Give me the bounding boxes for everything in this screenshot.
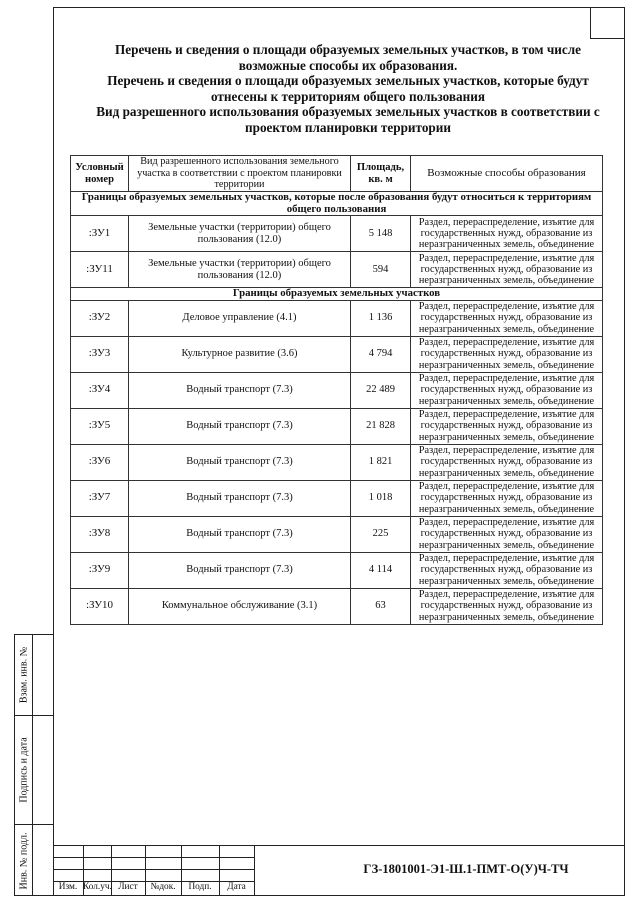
plot-area: 63	[351, 588, 411, 624]
plot-methods: Раздел, перераспределение, изъятие для государственных нужд, образование из неразграниченных земель, объединение	[411, 588, 603, 624]
plot-area: 4 794	[351, 336, 411, 372]
header-use: Вид разрешенного использования земельного участка в соответствии с проектом планировки территории	[129, 156, 351, 192]
plot-number: :ЗУ4	[71, 372, 129, 408]
plot-number: :ЗУ7	[71, 480, 129, 516]
plot-area: 594	[351, 252, 411, 288]
table-row	[71, 372, 603, 408]
plot-number: :ЗУ3	[71, 336, 129, 372]
plot-use: Водный транспорт (7.3)	[129, 444, 351, 480]
table-row	[71, 444, 603, 480]
inv-orig-label: Инв. № подл.	[18, 832, 29, 889]
document-code: ГЗ-1801001-Э1-Ш.1-ПМТ-О(У)Ч-ТЧ	[363, 862, 569, 876]
plot-use: Культурное развитие (3.6)	[129, 336, 351, 372]
plot-methods: Раздел, перераспределение, изъятие для государственных нужд, образование из неразграниченных земель, объединение	[411, 444, 603, 480]
table-row	[71, 408, 603, 444]
plot-methods: Раздел, перераспределение, изъятие для государственных нужд, образование из неразграниченных земель, объединение	[411, 252, 603, 288]
plot-methods: Раздел, перераспределение, изъятие для государственных нужд, образование из неразграниченных земель, объединение	[411, 300, 603, 336]
sign-date-cell	[15, 716, 54, 825]
section-title: Границы образуемых земельных участков	[71, 288, 603, 301]
plot-use: Водный транспорт (7.3)	[129, 408, 351, 444]
plot-number: :ЗУ11	[71, 252, 129, 288]
cap-count: Кол.уч.	[83, 882, 112, 892]
plot-use: Деловое управление (4.1)	[129, 300, 351, 336]
table-row	[71, 252, 603, 288]
plot-area: 225	[351, 516, 411, 552]
header-number: Условный номер	[71, 156, 129, 192]
cap-sign: Подп.	[188, 882, 212, 892]
header-area: Площадь, кв. м	[351, 156, 411, 192]
plot-methods: Раздел, перераспределение, изъятие для государственных нужд, образование из неразграниченных земель, объединение	[411, 336, 603, 372]
plot-area: 22 489	[351, 372, 411, 408]
section-row-public	[71, 192, 603, 216]
plot-use: Водный транспорт (7.3)	[129, 552, 351, 588]
table-row	[71, 336, 603, 372]
plot-area: 5 148	[351, 216, 411, 252]
plot-number: :ЗУ6	[71, 444, 129, 480]
sheet-number-box	[590, 7, 625, 39]
plot-number: :ЗУ8	[71, 516, 129, 552]
inv-orig-cell	[15, 825, 54, 896]
swap-inv-label: Взам. инв. №	[18, 646, 29, 704]
plot-use: Земельные участки (территории) общего пользования (12.0)	[129, 216, 351, 252]
title-line: Вид разрешенного использования образуемых земельных участков в соответствии с	[96, 104, 600, 120]
plot-number: :ЗУ1	[71, 216, 129, 252]
section-title: Границы образуемых земельных участков, которые после образования будут относиться к территориям общего пользования	[71, 192, 603, 216]
plot-methods: Раздел, перераспределение, изъятие для государственных нужд, образование из неразграниченных земель, объединение	[411, 372, 603, 408]
document-title	[70, 42, 626, 136]
plot-area: 1 821	[351, 444, 411, 480]
table-row	[71, 300, 603, 336]
plot-use: Водный транспорт (7.3)	[129, 372, 351, 408]
plot-area: 1 136	[351, 300, 411, 336]
plot-use: Водный транспорт (7.3)	[129, 480, 351, 516]
plot-area: 21 828	[351, 408, 411, 444]
swap-inv-cell	[15, 635, 54, 716]
table-row	[71, 552, 603, 588]
table-row	[71, 588, 603, 624]
title-line: Перечень и сведения о площади образуемых земельных участков, которые будут	[107, 73, 589, 89]
table-header-row	[71, 156, 603, 192]
title-line: отнесены к территориям общего пользования	[211, 88, 485, 104]
table-row	[71, 216, 603, 252]
land-plots-table	[70, 155, 603, 625]
plot-methods: Раздел, перераспределение, изъятие для государственных нужд, образование из неразграниченных земель, объединение	[411, 480, 603, 516]
title-line: Перечень и сведения о площади образуемых земельных участков, в том числе	[115, 42, 581, 57]
plot-area: 4 114	[351, 552, 411, 588]
table-row	[71, 516, 603, 552]
plot-use: Коммунальное обслуживание (3.1)	[129, 588, 351, 624]
cap-change: Изм.	[58, 882, 78, 892]
side-stamp	[14, 634, 54, 896]
cap-doc: №док.	[150, 882, 176, 892]
plot-number: :ЗУ2	[71, 300, 129, 336]
table-row	[71, 480, 603, 516]
sign-date-label: Подпись и дата	[18, 737, 29, 803]
plot-number: :ЗУ9	[71, 552, 129, 588]
plot-methods: Раздел, перераспределение, изъятие для государственных нужд, образование из неразграниченных земель, объединение	[411, 216, 603, 252]
plot-use: Водный транспорт (7.3)	[129, 516, 351, 552]
plot-methods: Раздел, перераспределение, изъятие для государственных нужд, образование из неразграниченных земель, объединение	[411, 408, 603, 444]
plot-methods: Раздел, перераспределение, изъятие для государственных нужд, образование из неразграниченных земель, объединение	[411, 552, 603, 588]
title-block	[53, 845, 625, 896]
plot-number: :ЗУ5	[71, 408, 129, 444]
cap-sheet: Лист	[118, 882, 138, 892]
plot-number: :ЗУ10	[71, 588, 129, 624]
title-line: возможные способы их образования.	[238, 57, 458, 73]
plot-methods: Раздел, перераспределение, изъятие для государственных нужд, образование из неразграниченных земель, объединение	[411, 516, 603, 552]
title-line: проектом планировки территории	[245, 119, 451, 135]
plot-area: 1 018	[351, 480, 411, 516]
header-methods: Возможные способы образования	[411, 156, 603, 192]
cap-date: Дата	[227, 882, 246, 892]
plot-use: Земельные участки (территории) общего пользования (12.0)	[129, 252, 351, 288]
section-row-plots	[71, 288, 603, 301]
